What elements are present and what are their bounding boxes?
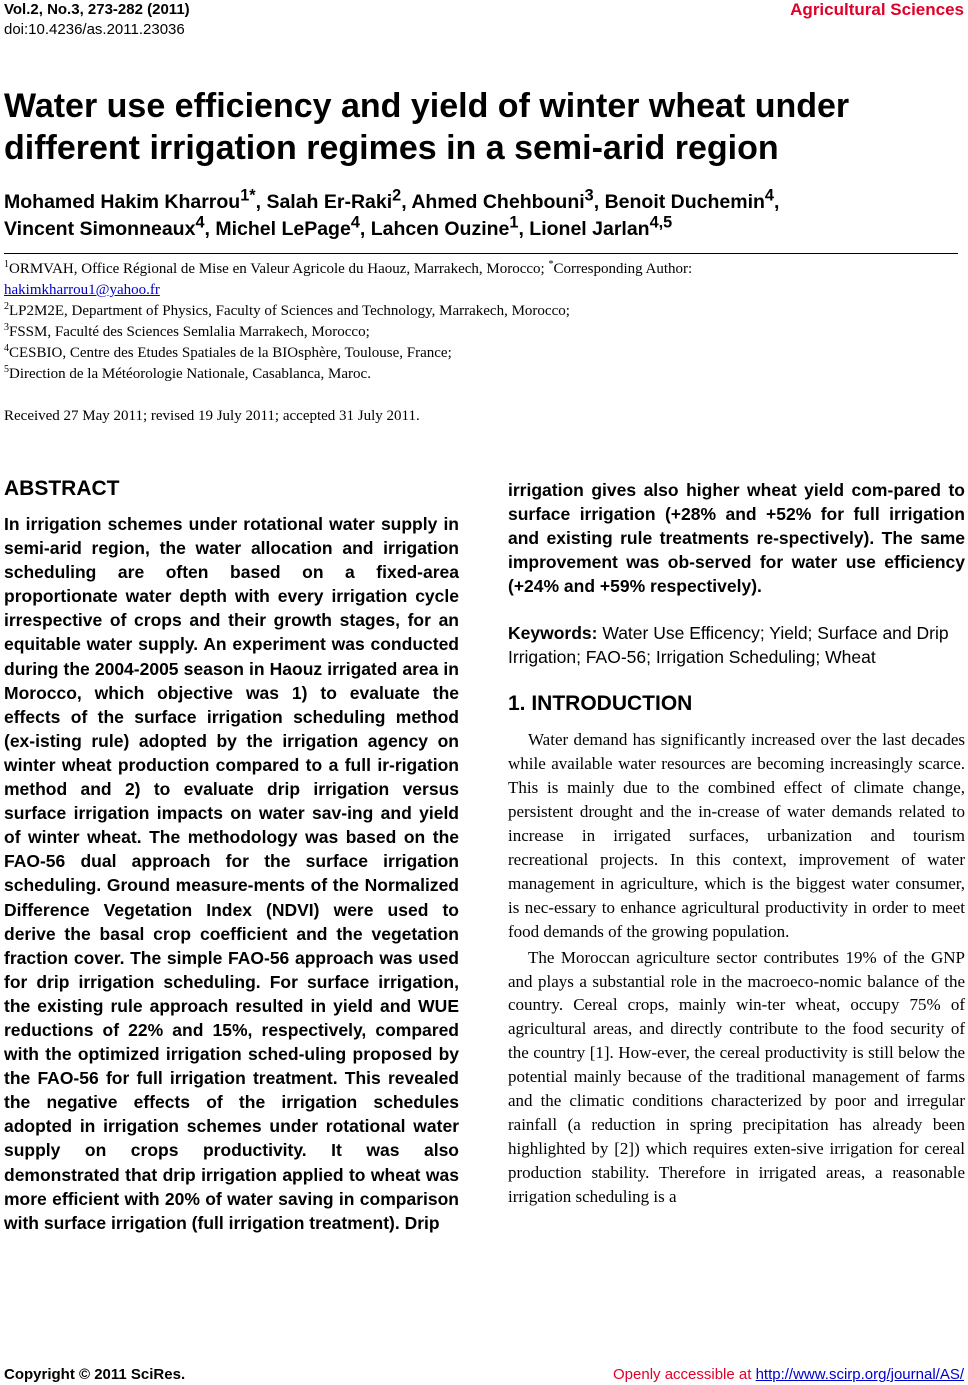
affiliation-2: $^2$LP2M2E, Department of Physics, Faculty of Sciences and Technology, Marrakech, Morocco; (4, 301, 570, 319)
paper-title: Water use efficiency and yield of winter wheat under different irrigation regimes in a semi-arid region (4, 87, 850, 167)
author: Michel LePage$^4$, (215, 213, 371, 240)
affiliations (4, 259, 954, 385)
abstract-text: In irrigation schemes under rotational water supply in semi-arid region, the water allocation and irrigation scheduling are often based on a fixed-area proportionate water depth with every irrigation cycle irrespective of crops and their growth stages, for an equitable water supply. An experiment was conducted during the 2004-2005 season in Haouz irrigated area in Morocco, which objective was 1) to evaluate the effects of the surface irrigation scheduling method (ex-isting rule) adopted by the irrigation agency on winter wheat production compared to a full ir-rigation method and 2) to evaluate drip irrigation versus surface irrigation impacts on water sav-ing and yield of winter wheat. The methodology was based on the FAO-56 dual approach for the surface irrigation scheduling. Ground measure-ments of the Normalized Difference Vegetation Index (NDVI) were used to derive the basal crop coefficient and the vegetation fraction cover. The simple FAO-56 approach was used for drip irrigation scheduling. For surface irrigation, the existing rule approach resulted in yield and WUE reductions of 22% and 15%, respectively, compared with the optimized irrigation sched-uling proposed by the FAO-56 for full irrigation treatment. This revealed the negative effects of the irrigation schedules adopted in irrigation schemes under rotational water supply on crops productivity. It was also demonstrated that drip irrigation applied to wheat was more efficient with 20% of water saving in comparison with surface irrigation (full irrigation treatment). Drip (4, 514, 459, 1233)
journal-name: Agricultural Sciences (790, 0, 964, 19)
right-column (508, 478, 965, 1209)
author-list (4, 186, 954, 243)
abstract-heading: ABSTRACT (4, 477, 120, 500)
author: Salah Er-Raki$^2$, (266, 186, 412, 213)
copyright: Copyright © 2011 SciRes. (4, 1366, 186, 1383)
volume-info: Vol.2, No.3, 273-282 (2011) (4, 1, 190, 18)
left-column (4, 475, 459, 1235)
affiliation-3: $^3$FSSM, Faculté des Sciences Semlalia Marrakech, Morocco; (4, 322, 370, 340)
author: Benoit Duchemin$^4$, (604, 186, 780, 213)
author: Mohamed Hakim Kharrou$^{1*}$, (4, 186, 267, 213)
author: Lionel Jarlan$^{4,5}$ (529, 213, 673, 240)
author: Ahmed Chehbouni$^3$, (411, 186, 605, 213)
journal-header-left (4, 0, 190, 40)
received-dates: Received 27 May 2011; revised 19 July 2011; accepted 31 July 2011. (4, 408, 420, 424)
affiliation-5: $^5$Direction de la Météorologie Nationale, Casablanca, Maroc. (4, 364, 371, 382)
keywords (508, 621, 965, 669)
doi: doi:10.4236/as.2011.23036 (4, 21, 185, 38)
affiliation-1: $^1$ORMVAH, Office Régional de Mise en Valeur Agricole du Haouz, Marrakech, Morocco; *Corresponding Author: (4, 259, 693, 277)
author: Lahcen Ouzine$^1$, (370, 213, 530, 240)
author: Vincent Simonneaux$^4$, (4, 213, 216, 240)
header-divider (4, 253, 958, 254)
abstract-text-continued: irrigation gives also higher wheat yield com-pared to surface irrigation (+28% and +52% for full irrigation and existing rule treatments re-spectively). The same improvement was ob-served for water use efficiency (+24% and +59% respectively). (508, 480, 965, 597)
intro-paragraph-2: The Moroccan agriculture sector contributes 19% of the GNP and plays a substantial role in the macroeco-nomic balance of the country. Cereal crops, mainly win-ter wheat, occupy 75% of agricultural areas, and directly contribute to the food security of the country [1]. How-ever, the cereal productivity is still below the potential mainly because of the traditional management of farms and the climatic conditions characterized by poor and irregular rainfall (a reduction in spring precipitation has already been highlighted by [2]) which requires exten-sive irrigation for cereal production stability. Therefore in irrigated areas, a reasonable irrigation scheduling is a (508, 947, 965, 1206)
introduction-heading: 1. INTRODUCTION (508, 692, 693, 716)
keywords-list: Water Use Efficency; Yield; Surface and Drip Irrigation; FAO-56; Irrigation Scheduling; Wheat (508, 623, 949, 668)
journal-url-link[interactable]: http://www.scirp.org/journal/AS/ (755, 1366, 964, 1383)
open-access-notice: Openly accessible at http://www.scirp.org/journal/AS/ (613, 1366, 964, 1383)
intro-paragraph-1: Water demand has significantly increased over the last decades while available water resources are becoming increasingly scarce. This is mainly due to the combined effect of climate change, persistent drought and the in-crease of water demands related to increase in irrigated surfaces, urbanization and tourism recreational projects. In this context, improvement of water management in agriculture, which is the biggest water consumer, is nec-essary to enhance agricultural productivity in order to meet food demands of the growing population. (508, 730, 965, 941)
affiliation-4: $^4$CESBIO, Centre des Etudes Spatiales de la BIOsphère, Toulouse, France; (4, 343, 452, 361)
corresponding-email-link[interactable]: hakimkharrou1@yahoo.fr (4, 282, 160, 298)
keywords-label: Keywords: (508, 623, 598, 644)
